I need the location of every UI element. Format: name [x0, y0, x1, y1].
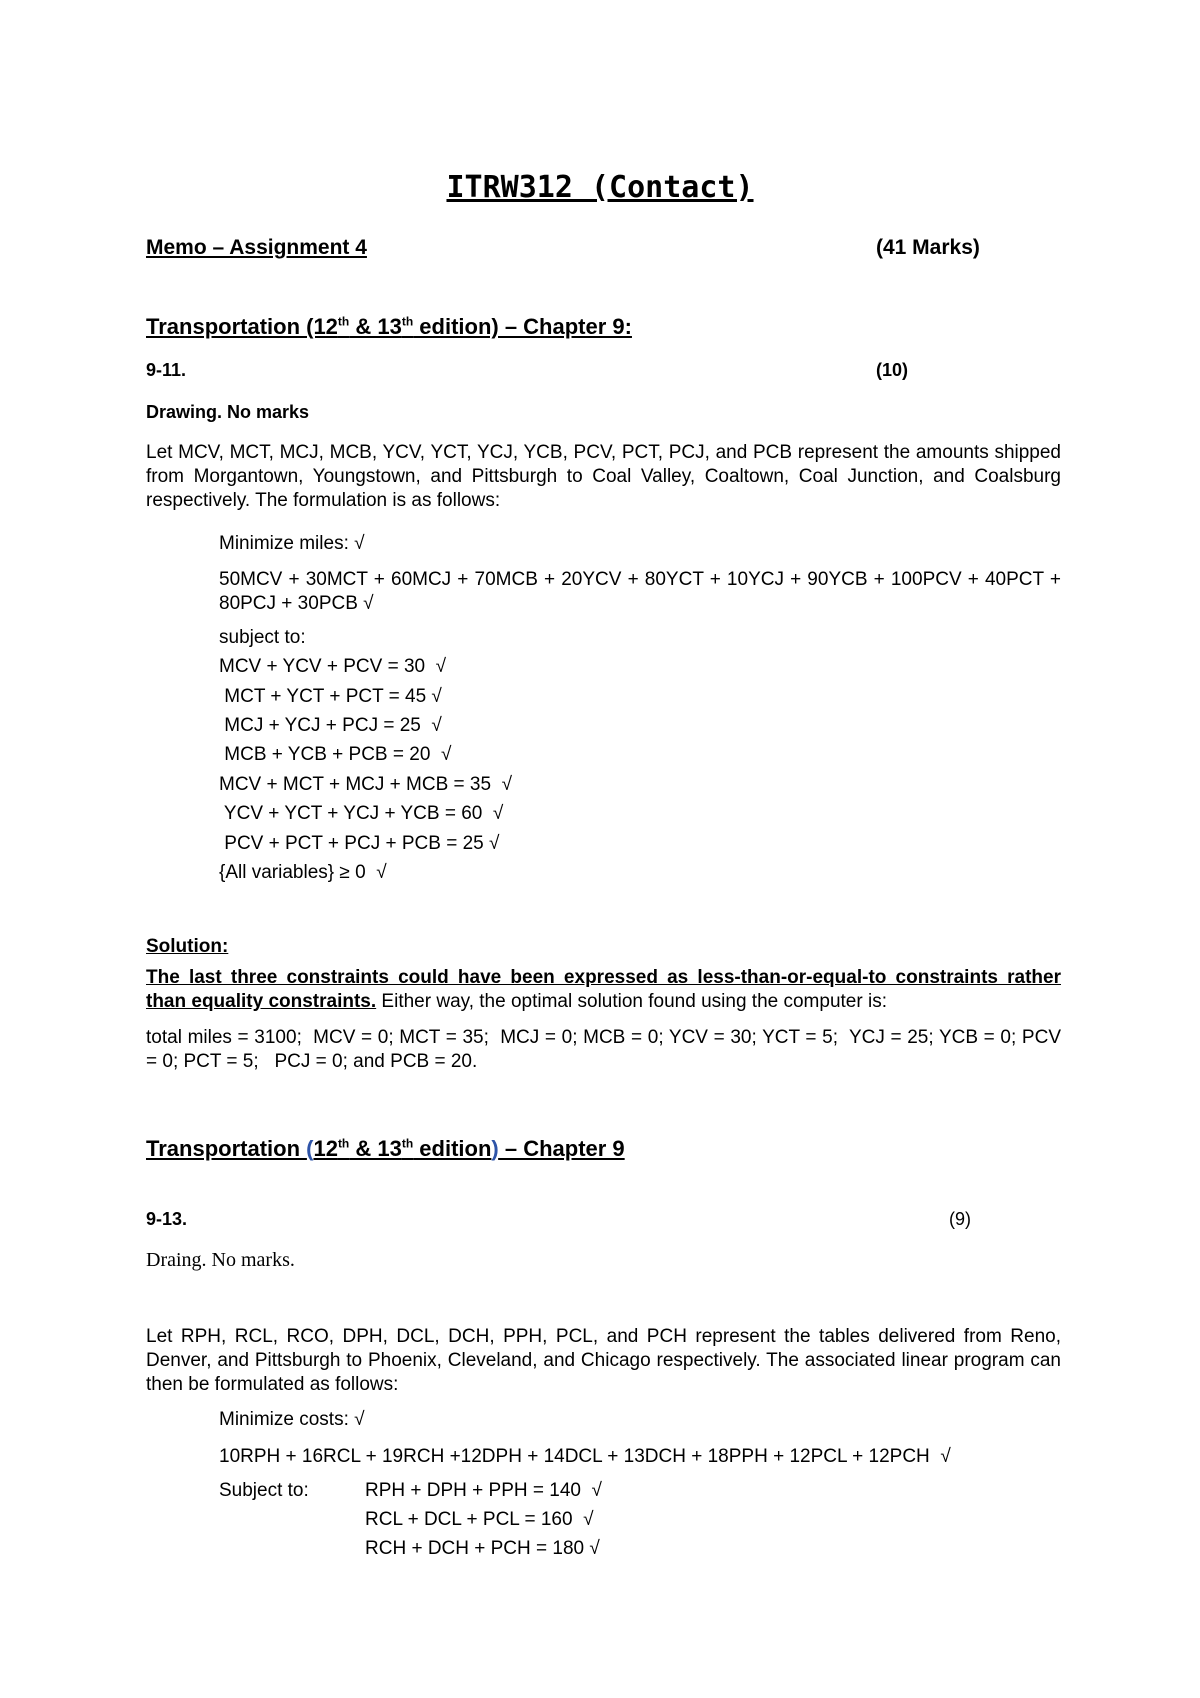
- objective-9-13: 10RPH + 16RCL + 19RCH +12DPH + 14DCL + 13DCH + 18PPH + 12PCL + 12PCH √: [219, 1446, 951, 1467]
- solution-bold-text: The last three constraints could have been expressed as less-than-or-equal-to constraints rather than equality constraints.: [146, 967, 1061, 1012]
- constraint-chicago: RCH + DCH + PCH = 180 √: [365, 1538, 600, 1559]
- intro-paragraph-9-13: Let RPH, RCL, RCO, DPH, DCL, DCH, PPH, PCL, and PCH represent the tables delivered from Reno, Denver, and Pittsburgh to Phoenix, Cleveland, and Chicago respectively. The associated linear program can then be formulated as follows:: [146, 1326, 1061, 1395]
- constraint-supply-coaltown: MCT + YCT + PCT = 45 √: [219, 686, 442, 707]
- constraint-phoenix: RPH + DPH + PPH = 140 √: [365, 1480, 602, 1501]
- subject-to-9-11: subject to:: [219, 627, 306, 648]
- document-title: ITRW312 (Contact): [446, 170, 754, 205]
- memo-label: Memo – Assignment 4: [146, 236, 367, 259]
- solution-values: total miles = 3100; MCV = 0; MCT = 35; MCJ = 0; MCB = 0; YCV = 30; YCT = 5; YCJ = 25; YCB = 0; PCV = 0; PCT = 5; PCJ = 0; and PCB = 20.: [146, 1027, 1067, 1072]
- constraint-cleveland: RCL + DCL + PCL = 160 √: [365, 1509, 594, 1530]
- objective-9-11: 50MCV + 30MCT + 60MCJ + 70MCB + 20YCV + 80YCT + 10YCJ + 90YCB + 100PCV + 40PCT + 80PCJ + 30PCB √: [219, 569, 1061, 614]
- drawing-note-9-11: Drawing. No marks: [146, 402, 310, 422]
- intro-paragraph-9-11: Let MCV, MCT, MCJ, MCB, YCV, YCT, YCJ, YCB, PCV, PCT, PCJ, and PCB represent the amounts shipped from Morgantown, Youngstown, and Pittsburgh to Coal Valley, Coaltown, Coal Junction, and Coalsburg respectively. The formulation is as follows:: [146, 442, 1061, 511]
- memo-marks: (41 Marks): [876, 236, 980, 259]
- question-marks-9-11: (10): [876, 360, 909, 380]
- constraint-supply-coal-valley: MCV + YCV + PCV = 30 √: [219, 656, 447, 677]
- solution-rest-text: Either way, the optimal solution found using the computer is:: [376, 991, 887, 1012]
- constraint-supply-coalsburg: MCB + YCB + PCB = 20 √: [219, 744, 452, 765]
- drawing-note-9-13: Draing. No marks.: [146, 1249, 295, 1271]
- constraint-morgantown: MCV + MCT + MCJ + MCB = 35 √: [219, 774, 513, 795]
- solution-paragraph: [146, 966, 1061, 1014]
- constraint-supply-coal-junction: MCJ + YCJ + PCJ = 25 √: [219, 715, 442, 736]
- solution-label: Solution:: [146, 936, 229, 957]
- constraint-nonnegativity: {All variables} ≥ 0 √: [219, 862, 387, 883]
- question-marks-9-13: (9): [949, 1209, 971, 1229]
- minimize-label-9-13: Minimize costs: √: [219, 1409, 365, 1430]
- question-number-9-13: 9-13.: [146, 1209, 188, 1229]
- subject-to-9-13: Subject to:: [219, 1480, 309, 1501]
- minimize-label-9-11: Minimize miles: √: [219, 533, 365, 554]
- constraint-pittsburgh: PCV + PCT + PCJ + PCB = 25 √: [219, 833, 500, 854]
- question-number-9-11: 9-11.: [146, 360, 187, 380]
- constraint-youngstown: YCV + YCT + YCJ + YCB = 60 √: [219, 803, 504, 824]
- section2-heading: Transportation (12th & 13th edition) – Chapter 9: [146, 1136, 625, 1161]
- section1-heading: Transportation (12th & 13th edition) – Chapter 9:: [146, 314, 632, 339]
